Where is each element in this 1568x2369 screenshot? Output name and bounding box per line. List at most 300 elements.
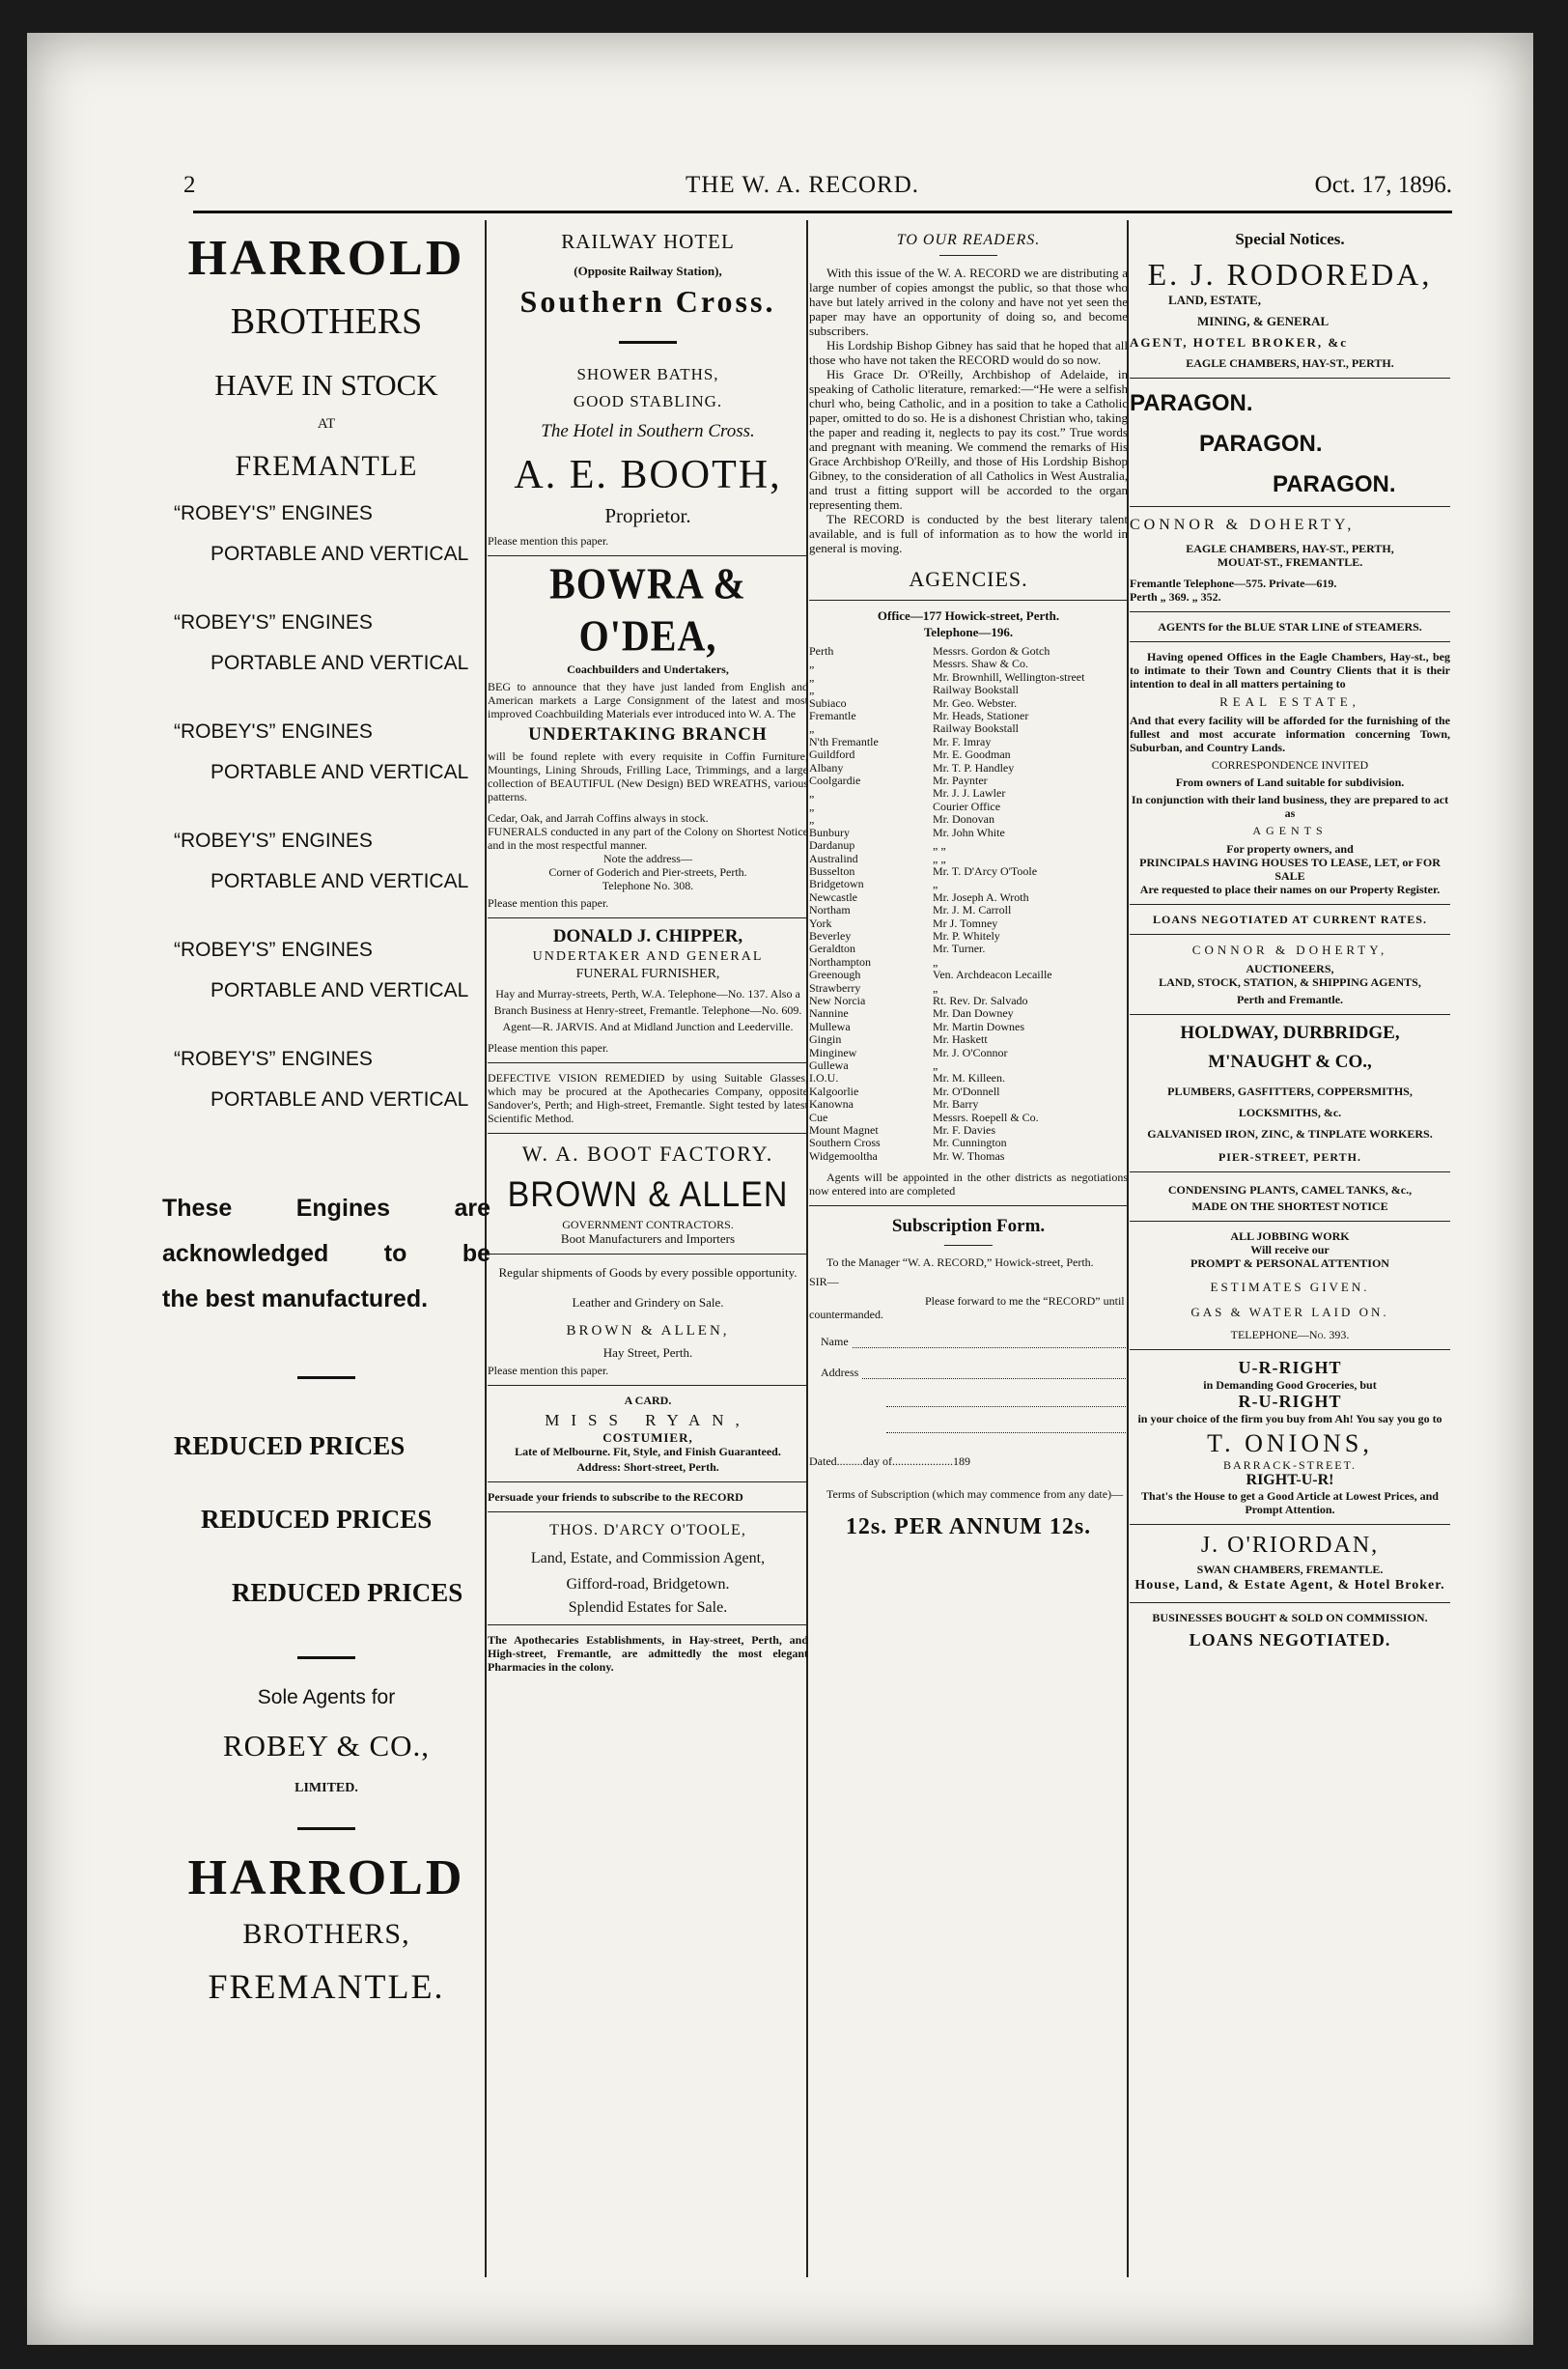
bowra-text-2: will be found replete with every requisite in Coffin Furniture, Mountings, Lining Shrouds, Frilling Lace, Trimmings, and a large collection of BEAUTIFUL (New Design) BED WREATHS, various patterns.	[488, 749, 808, 804]
reduced-prices: REDUCED PRICES	[232, 1578, 463, 1607]
rodoreda-name: E. J. RODOREDA,	[1147, 257, 1433, 292]
boot-factory: W. A. BOOT FACTORY.	[521, 1142, 774, 1166]
divider	[488, 1511, 808, 1512]
agency-row	[809, 736, 1128, 748]
agency-place: Strawberry	[809, 980, 861, 995]
agency-row	[809, 671, 1128, 684]
coachbuilders: Coachbuilders and Undertakers,	[567, 663, 729, 676]
mention-paper: Please mention this paper.	[488, 534, 609, 548]
engine-type: PORTABLE AND VERTICAL	[210, 979, 469, 1001]
address-label: Address	[821, 1366, 859, 1380]
jobbing-work: ALL JOBBING WORK	[1230, 1229, 1350, 1243]
agency-agent: Rt. Rev. Dr. Salvado	[933, 993, 1028, 1007]
agency-agent: Mr. Heads, Stationer	[933, 709, 1029, 723]
estimates-given: ESTIMATES GIVEN.	[1210, 1280, 1370, 1294]
brown-allen: BROWN & ALLEN	[507, 1174, 789, 1215]
agency-row	[809, 982, 1128, 995]
claim-line: acknowledged to be	[162, 1240, 490, 1267]
telephone-393: TELEPHONE—No. 393.	[1230, 1328, 1350, 1341]
plumbers: PLUMBERS, GASFITTERS, COPPERSMITHS, LOCKSMITHS, &c.	[1167, 1085, 1413, 1119]
agency-agent: „ „	[933, 838, 946, 853]
column-special-notices	[1130, 224, 1450, 1650]
hay-street: Hay Street, Perth.	[602, 1345, 693, 1360]
divider	[1130, 1014, 1450, 1015]
agency-place: „	[809, 812, 815, 827]
agency-place: „	[809, 799, 815, 813]
agency-agent: Messrs. Gordon & Gotch	[933, 644, 1050, 658]
address-line-2	[886, 1406, 1128, 1407]
eagle-chambers-2: EAGLE CHAMBERS, HAY-ST., PERTH,	[1186, 542, 1394, 555]
agency-place: Kalgoorlie	[809, 1084, 859, 1098]
agency-row	[809, 995, 1128, 1007]
agency-place: Subiaco	[809, 695, 847, 710]
engines-list	[162, 502, 490, 1157]
agency-row	[809, 943, 1128, 955]
fremantle-heading: FREMANTLE.	[208, 1967, 445, 2006]
agency-place: Southern Cross	[809, 1136, 881, 1150]
agency-agent: Mr. T. P. Handley	[933, 760, 1015, 775]
divider	[809, 600, 1128, 601]
t-onions: T. ONIONS,	[1207, 1429, 1373, 1457]
agency-place: I.O.U.	[809, 1071, 839, 1086]
to-the-manager: To the Manager “W. A. RECORD,” Howick-street, Perth.	[826, 1255, 1094, 1270]
engine-item	[162, 611, 490, 720]
robey-co: ROBEY & CO.,	[222, 1729, 431, 1763]
agency-row	[809, 645, 1128, 658]
connor-doherty-2: CONNOR & DOHERTY,	[1191, 943, 1388, 957]
divider	[297, 1376, 355, 1379]
blue-star-line: AGENTS for the BLUE STAR LINE of STEAMERS.	[1158, 620, 1422, 634]
agency-place: „	[809, 721, 815, 736]
divider	[809, 1205, 1128, 1206]
loans-current: LOANS NEGOTIATED AT CURRENT RATES.	[1153, 913, 1427, 926]
miss-ryan: MISS RYAN,	[545, 1411, 751, 1429]
header-rule	[193, 211, 1452, 213]
agency-row	[809, 1150, 1128, 1163]
oriordan-name: J. O'RIORDAN,	[1200, 1533, 1380, 1558]
divider	[1130, 378, 1450, 379]
funeral-furnisher: FUNERAL FURNISHER,	[575, 967, 720, 981]
a-card: A CARD.	[624, 1394, 672, 1407]
divider	[1130, 641, 1450, 642]
booth-name: A. E. BOOTH,	[514, 453, 782, 497]
agency-place: Greenough	[809, 968, 861, 982]
leather-grindery: Leather and Grindery on Sale.	[572, 1295, 724, 1310]
costumier: COSTUMIER,	[602, 1430, 693, 1445]
agency-agent: Railway Bookstall	[933, 721, 1019, 736]
proprietor: Proprietor.	[604, 504, 691, 527]
agency-place: Coolgardie	[809, 774, 861, 788]
agency-place: Guildford	[809, 747, 855, 762]
undertaking-branch: UNDERTAKING BRANCH	[528, 724, 768, 745]
gas-water: GAS & WATER LAID ON.	[1190, 1305, 1389, 1319]
gifford-road: Gifford-road, Bridgetown.	[566, 1576, 730, 1593]
sir: SIR—	[809, 1275, 839, 1289]
agency-agent: Mr. F. Imray	[933, 734, 992, 748]
agency-row	[809, 1021, 1128, 1033]
engine-name: “ROBEY'S” ENGINES	[174, 830, 373, 852]
agency-row	[809, 697, 1128, 710]
price: 12s. PER ANNUM 12s.	[845, 1514, 1092, 1540]
agency-row	[809, 1033, 1128, 1046]
divider	[1130, 611, 1450, 612]
agency-agent: Mr. F. Davies	[933, 1123, 996, 1138]
agency-agent: Mr. Geo. Webster.	[933, 695, 1018, 710]
engine-item	[162, 939, 490, 1048]
telephone-perth: Perth „ 369. „ 352.	[1130, 590, 1221, 604]
divider	[488, 1385, 808, 1386]
divider	[488, 1254, 808, 1255]
please-forward: Please forward to me the “RECORD” until countermanded.	[809, 1294, 1125, 1322]
land-estate: LAND, ESTATE,	[1168, 293, 1261, 307]
agency-row	[809, 658, 1128, 670]
agency-row	[809, 1086, 1128, 1098]
agency-agent: Mr. Cunnington	[933, 1136, 1007, 1150]
agency-place: New Norcia	[809, 993, 866, 1007]
address-line	[862, 1366, 1128, 1379]
condensing-plants: CONDENSING PLANTS, CAMEL TANKS, &c.,	[1167, 1183, 1413, 1197]
note-address: Note the address—	[603, 852, 692, 865]
chipper-name: DONALD J. CHIPPER,	[552, 926, 743, 946]
agency-agent: Mr. Dan Downey	[933, 1006, 1014, 1021]
engine-name: “ROBEY'S” ENGINES	[174, 1048, 373, 1070]
loans-negotiated: LOANS NEGOTIATED.	[1189, 1630, 1391, 1650]
engine-item	[162, 720, 490, 830]
claim-line: These Engines are	[162, 1195, 490, 1222]
readers-para-2: His Lordship Bishop Gibney has said that he hoped that all those who have not taken the RECORD would do so now.	[809, 338, 1128, 367]
right-u-r: RIGHT-U-R!	[1246, 1472, 1334, 1488]
agency-row	[809, 762, 1128, 775]
persuade-friends: Persuade your friends to subscribe to the RECORD	[488, 1490, 743, 1504]
ryan-address: Address: Short-street, Perth.	[576, 1460, 719, 1474]
agency-place: Perth	[809, 644, 834, 658]
prompt-attention: PROMPT & PERSONAL ATTENTION	[1190, 1256, 1389, 1270]
agency-agent: Ven. Archdeacon Lecaille	[933, 968, 1052, 982]
telephone-fremantle: Fremantle Telephone—575. Private—619.	[1130, 577, 1337, 590]
agency-agent: Mr. P. Whitely	[933, 928, 1000, 943]
divider	[1130, 1602, 1450, 1603]
defective-vision: DEFECTIVE VISION REMEDIED by using Suitable Glasses, which may be procured at the Apothecaries Company, opposite Sandover's, Perth; and High-street, Fremantle. Sight tested by latest Scientific Method.	[488, 1071, 808, 1125]
agency-agent: Messrs. Shaw & Co.	[933, 657, 1029, 671]
railway-hotel: RAILWAY HOTEL	[561, 230, 735, 253]
mnaught-co: M'NAUGHT & CO.,	[1208, 1052, 1372, 1072]
agency-agent: Messrs. Roepell & Co.	[933, 1110, 1039, 1124]
agency-place: Northampton	[809, 954, 871, 969]
brown-allen-2: BROWN & ALLEN,	[566, 1323, 730, 1339]
agency-place: Bridgetown	[809, 877, 864, 891]
swan-chambers: SWAN CHAMBERS, FREMANTLE.	[1196, 1563, 1384, 1576]
agency-row	[809, 801, 1128, 813]
holdway-durbridge: HOLDWAY, DURBRIDGE,	[1180, 1023, 1400, 1043]
reduced-prices: REDUCED PRICES	[174, 1431, 406, 1460]
otoole-name: THOS. D'ARCY O'TOOLE,	[549, 1522, 746, 1538]
agency-place: Albany	[809, 760, 844, 775]
agency-place: „	[809, 669, 815, 684]
u-r-right: U-R-RIGHT	[1238, 1358, 1342, 1377]
sole-agents: Sole Agents for	[257, 1686, 396, 1708]
agency-agent: Mr. J. J. Lawler	[933, 786, 1006, 801]
agency-row	[809, 839, 1128, 852]
shower-baths: SHOWER BATHS,	[576, 365, 719, 383]
agency-agent: „	[933, 877, 938, 891]
to-our-readers: TO OUR READERS.	[896, 232, 1041, 248]
agency-row	[809, 904, 1128, 917]
agency-row	[809, 865, 1128, 878]
late-of-melbourne: Late of Melbourne. Fit, Style, and Finish Guaranteed.	[515, 1445, 781, 1458]
agents-word: AGENTS	[1252, 824, 1328, 837]
agency-agent: Mr. Turner.	[933, 942, 986, 956]
splendid-estates: Splendid Estates for Sale.	[568, 1599, 728, 1616]
agency-agent: „	[933, 980, 938, 995]
harrold-heading: HARROLD	[187, 1850, 465, 1905]
agency-row	[809, 1137, 1128, 1149]
agency-agent: Mr. Haskett	[933, 1032, 988, 1047]
claim-line: the best manufactured.	[162, 1285, 429, 1312]
agency-row	[809, 930, 1128, 943]
brothers-heading: BROTHERS,	[242, 1918, 410, 1950]
your-choice: in your choice of the firm you buy from Ah! You say you go to	[1137, 1412, 1442, 1425]
readers-para-3: His Grace Dr. O'Reilly, Archbishop of Adelaide, in speaking of Catholic literature, remarked:—“He were a selfish churl who, being Catholic, and in a position to take a Catholic paper, omitted to do so. He is a dishonest Christian who, taking the paper and reading it, neglects to pay its cost.” True words and pregnant with meaning. We commend the remarks of His Grace Archbishop O'Reilly, and those of His Lordship Bishop Gibney, to the consideration of all Catholics in West Australia, and trust a fitting support will be accorded to the organ representing them.	[809, 367, 1128, 512]
agency-place: Gingin	[809, 1032, 842, 1047]
divider	[297, 1656, 355, 1659]
reduced-prices: REDUCED PRICES	[201, 1505, 433, 1534]
chipper-details: Hay and Murray-streets, Perth, W.A. Telephone—No. 137. Also a Branch Business at Henry-street, Fremantle. Telephone—No. 609. Agent—R. JARVIS. And at Midland Junction and Leederville.	[493, 987, 802, 1033]
agency-row	[809, 891, 1128, 904]
agency-agent: Mr. Donovan	[933, 812, 994, 827]
divider	[1130, 904, 1450, 905]
paragon-3: PARAGON.	[1273, 471, 1396, 497]
divider	[488, 1133, 808, 1134]
agency-place: „	[809, 657, 815, 671]
divider	[619, 341, 677, 344]
boot-manufacturers: Boot Manufacturers and Importers	[560, 1231, 736, 1246]
engine-name: “ROBEY'S” ENGINES	[174, 720, 373, 743]
coffins: Cedar, Oak, and Jarrah Coffins always in stock.	[488, 811, 709, 825]
divider	[944, 1245, 993, 1246]
agency-agent: Mr. Joseph A. Wroth	[933, 889, 1029, 904]
agency-row	[809, 1072, 1128, 1085]
agency-place: Fremantle	[809, 709, 856, 723]
land-stock: LAND, STOCK, STATION, & SHIPPING AGENTS,	[1159, 975, 1421, 989]
name-line	[853, 1335, 1128, 1348]
agency-agent: Mr. J. O'Connor	[933, 1045, 1008, 1059]
divider	[1130, 934, 1450, 935]
column-readers-agencies	[809, 224, 1128, 1540]
agency-agent: Mr. T. D'Arcy O'Toole	[933, 863, 1038, 878]
brothers-heading: BROTHERS	[230, 301, 423, 342]
dated-line: Dated.........day of.....................189	[809, 1454, 970, 1469]
divider	[1130, 1221, 1450, 1222]
eagle-chambers: EAGLE CHAMBERS, HAY-ST., PERTH.	[1186, 356, 1394, 370]
paragon-2: PARAGON.	[1199, 431, 1323, 457]
in-demanding: in Demanding Good Groceries, but	[1203, 1378, 1377, 1392]
agency-agent: Mr. W. Thomas	[933, 1148, 1005, 1163]
auctioneers: AUCTIONEERS,	[1246, 962, 1334, 975]
agency-agent: Railway Bookstall	[933, 683, 1019, 697]
divider	[1130, 1171, 1450, 1172]
page-number: 2	[183, 172, 196, 198]
engine-item	[162, 830, 490, 939]
office-address: Office—177 Howick-street, Perth.	[877, 608, 1060, 623]
agency-agent: Mr. E. Goodman	[933, 747, 1011, 762]
agency-agent: Mr. Brownhill, Wellington-street	[933, 669, 1085, 684]
engine-type: PORTABLE AND VERTICAL	[210, 543, 469, 565]
requested: Are requested to place their names on our Property Register.	[1139, 883, 1441, 896]
mouat-street: MOUAT-ST., FREMANTLE.	[1217, 555, 1363, 569]
agencies-heading: AGENCIES.	[909, 567, 1028, 591]
correspondence-invited: CORRESPONDENCE INVITED	[1211, 758, 1369, 772]
divider	[488, 555, 808, 556]
agency-row	[809, 748, 1128, 761]
divider	[939, 255, 997, 256]
southern-cross: Southern Cross.	[519, 284, 776, 319]
divider	[1130, 506, 1450, 507]
undertaker-general: UNDERTAKER AND GENERAL	[532, 949, 764, 964]
good-stabling: GOOD STABLING.	[573, 392, 723, 410]
engine-name: “ROBEY'S” ENGINES	[174, 939, 373, 961]
subscription-form-title: Subscription Form.	[891, 1216, 1046, 1237]
government-contractors: GOVERNMENT CONTRACTORS.	[562, 1218, 734, 1231]
agency-list	[809, 645, 1128, 1163]
divider	[488, 1062, 808, 1063]
agency-row	[809, 787, 1128, 800]
funerals: FUNERALS conducted in any part of the Colony on Shortest Notice and in the most respectful manner.	[488, 825, 808, 852]
engine-type: PORTABLE AND VERTICAL	[210, 652, 469, 674]
limited: LIMITED.	[294, 1781, 358, 1795]
agency-row	[809, 710, 1128, 722]
engine-item	[162, 502, 490, 611]
in-conjunction: In conjunction with their land business, they are prepared to act as	[1131, 793, 1449, 820]
agency-place: Australind	[809, 851, 858, 865]
agency-place: „	[809, 683, 815, 697]
agency-row	[809, 1112, 1128, 1124]
agency-row	[809, 1059, 1128, 1072]
agency-row	[809, 853, 1128, 865]
agency-place: Mount Magnet	[809, 1123, 879, 1138]
divider	[488, 1481, 808, 1482]
name-label: Name	[821, 1335, 849, 1349]
opposite-station: (Opposite Railway Station),	[574, 264, 722, 278]
agents-note: Agents will be appointed in the other districts as negotiations now entered into are completed	[809, 1170, 1128, 1199]
agency-place: Cue	[809, 1110, 828, 1124]
page-header	[183, 172, 1452, 205]
businesses-bought: BUSINESSES BOUGHT & SOLD ON COMMISSION.	[1152, 1611, 1428, 1624]
address-field[interactable]	[809, 1366, 1128, 1379]
house-land-estate: House, Land, & Estate Agent, & Hotel Broker.	[1134, 1578, 1445, 1593]
made-shortest: MADE ON THE SHORTEST NOTICE	[1191, 1199, 1388, 1213]
agency-place: N'th Fremantle	[809, 734, 879, 748]
agency-place: Bunbury	[809, 825, 850, 839]
regular-shipments: Regular shipments of Goods by every possible opportunity.	[498, 1265, 798, 1280]
agency-place: Nannine	[809, 1006, 849, 1021]
agency-row	[809, 1047, 1128, 1059]
will-receive: Will receive our	[1250, 1243, 1330, 1256]
agent-hotel-broker: AGENT, HOTEL BROKER, &c	[1130, 335, 1348, 350]
engines-claim	[162, 1186, 490, 1322]
for-property: For property owners, and	[1226, 842, 1354, 856]
agency-row	[809, 775, 1128, 787]
have-in-stock: HAVE IN STOCK	[214, 368, 438, 402]
divider	[488, 917, 808, 918]
barrack-street: BARRACK-STREET.	[1222, 1458, 1358, 1472]
divider	[297, 1827, 355, 1830]
divider	[488, 1624, 808, 1625]
agency-row	[809, 722, 1128, 735]
fremantle-heading: FREMANTLE	[235, 450, 418, 482]
otoole-role: Land, Estate, and Commission Agent,	[530, 1550, 766, 1566]
column-adverts-2	[488, 224, 808, 1674]
agency-row	[809, 1007, 1128, 1020]
agency-row	[809, 969, 1128, 981]
readers-para-1: With this issue of the W. A. RECORD we are distributing a large number of copies amongst the public, so that those who have but lately arrived in the colony and have not yet seen the paper may have an opportunity of doing so, and become subscribers.	[809, 266, 1128, 338]
issue-date: Oct. 17, 1896.	[1314, 172, 1452, 198]
agency-agent: „	[933, 954, 938, 969]
mining-general: MINING, & GENERAL	[1197, 314, 1330, 328]
agency-place: Northam	[809, 903, 851, 917]
column-harrold-brothers	[162, 224, 490, 2007]
newspaper-title: THE W. A. RECORD.	[686, 172, 920, 198]
telephone-308: Telephone No. 308.	[602, 879, 694, 892]
engine-name: “ROBEY'S” ENGINES	[174, 611, 373, 634]
agency-agent: Mr. J. M. Carroll	[933, 903, 1012, 917]
having-opened: Having opened Offices in the Eagle Chambers, Hay-st., beg to intimate to their Town and Country Clients that it is their intention to deal in all matters pertaining to	[1130, 650, 1450, 691]
agency-row	[809, 813, 1128, 826]
engine-type: PORTABLE AND VERTICAL	[210, 761, 469, 783]
engine-item	[162, 1048, 490, 1157]
agency-place: Kanowna	[809, 1097, 854, 1112]
mention-paper: Please mention this paper.	[488, 1364, 609, 1377]
readers-para-4: The RECORD is conducted by the best literary talent available, and is full of information as to how the world in general is moving.	[809, 512, 1128, 555]
agency-row	[809, 1124, 1128, 1137]
real-estate: REAL ESTATE,	[1219, 694, 1360, 709]
agency-place: Geraldton	[809, 942, 855, 956]
hotel-in-southern-cross: The Hotel in Southern Cross.	[541, 421, 755, 441]
corner-address: Corner of Goderich and Pier-streets, Perth.	[548, 865, 747, 879]
agency-place: Minginew	[809, 1045, 857, 1059]
agency-place: Dardanup	[809, 838, 855, 853]
agency-agent: Mr. Martin Downes	[933, 1019, 1024, 1033]
apothecaries: The Apothecaries Establishments, in Hay-street, Perth, and High-street, Fremantle, are admittedly the most elegant Pharmacies in the colony.	[488, 1633, 808, 1674]
engine-type: PORTABLE AND VERTICAL	[210, 1088, 469, 1111]
perth-fremantle: Perth and Fremantle.	[1236, 993, 1344, 1006]
office-telephone: Telephone—196.	[923, 625, 1014, 639]
name-field[interactable]	[809, 1335, 1128, 1348]
agency-row	[809, 917, 1128, 930]
agency-place: Beverley	[809, 928, 852, 943]
agency-place: Newcastle	[809, 889, 857, 904]
agency-place: Gullewa	[809, 1058, 849, 1072]
principals: PRINCIPALS HAVING HOUSES TO LEASE, LET, or FOR SALE	[1139, 856, 1441, 883]
agency-agent: Courier Office	[933, 799, 1001, 813]
agency-agent: Mr J. Tomney	[933, 916, 998, 930]
agency-agent: „ „	[933, 851, 946, 865]
divider	[1130, 1524, 1450, 1525]
bowra-text: BEG to announce that they have just landed from English and American markets a Large Consignment of the latest and most improved Coachbuilding Materials ever introduced into W. A. The	[488, 680, 808, 720]
engine-type: PORTABLE AND VERTICAL	[210, 870, 469, 892]
r-u-right: R-U-RIGHT	[1238, 1392, 1342, 1411]
mention-paper: Please mention this paper.	[488, 896, 609, 910]
agency-agent: Mr. M. Killeen.	[933, 1071, 1005, 1086]
agency-place: Busselton	[809, 863, 855, 878]
agency-agent: „	[933, 1058, 938, 1072]
agency-place: „	[809, 786, 815, 801]
agency-agent: Mr. John White	[933, 825, 1005, 839]
galvanised: GALVANISED IRON, ZINC, & TINPLATE WORKERS.	[1147, 1127, 1433, 1141]
bowra-odea: BOWRA & O'DEA,	[549, 558, 746, 661]
and-that: And that every facility will be afforded for the furnishing of the fullest and most accurate information concerning Town, Suburban, and Country Lands.	[1130, 714, 1450, 754]
agency-row	[809, 684, 1128, 696]
engine-name: “ROBEY'S” ENGINES	[174, 502, 373, 524]
